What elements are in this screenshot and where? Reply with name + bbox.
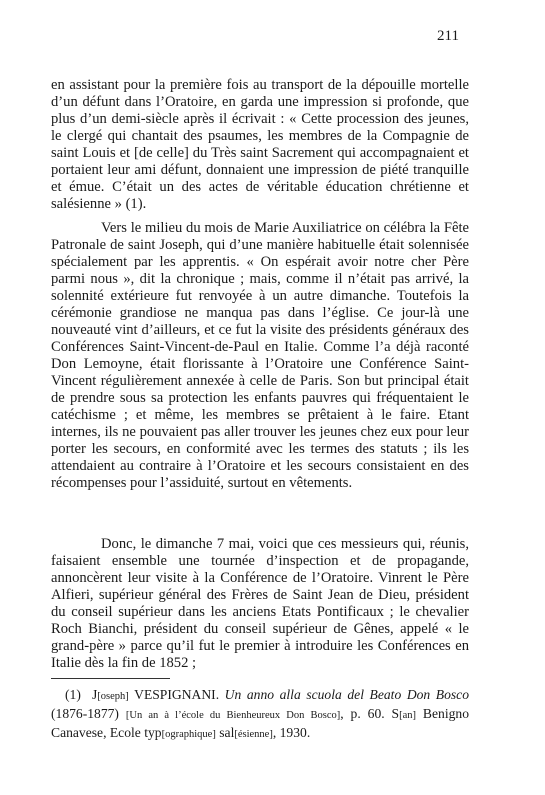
- footnote-pages: , p. 60. S: [340, 706, 400, 721]
- page-number: 211: [437, 28, 459, 44]
- footnote-marker: (1): [65, 687, 81, 702]
- footnote-year: , 1930.: [272, 725, 311, 740]
- footnote-translation: [Un an à l’école du Bienheureux Don Bosco]: [125, 710, 341, 721]
- paragraph-3: Donc, le dimanche 7 mai, voici que ces messieurs qui, réunis, faisaient ensemble une tournée d’inspection et de propagande, annoncèrent leur visite à la Conférence de l’Oratoire. Vinrent le Père Alfieri, supérieur général des Frères de Saint Jean de Dieu, président du conseil supérieur dans les anciens Etats Pontificaux ; le chevalier Roch Bianchi, président du conseil supérieur de Gênes, appelé « le grand-père » parce qu’il fut le premier à introduire les Conférences en Italie dès la fin de 1852 ;: [51, 536, 469, 671]
- footnote-separator: [51, 678, 170, 679]
- footnote-author-initial-expansion: [oseph]: [97, 691, 129, 702]
- footnote-s-expansion: [an]: [399, 710, 417, 721]
- footnote-title: Un anno alla scuola del Beato Don Bosco: [224, 687, 470, 702]
- footnote: [51, 686, 469, 743]
- footnote-author-surname: VESPIGNANI.: [134, 687, 220, 702]
- footnote-dates: (1876-1877): [51, 706, 119, 721]
- paragraph-1: en assistant pour la première fois au transport de la dépouille mortelle d’un défunt dans l’Oratoire, en garda une impression si profonde, que plus d’un demi-siècle après il écrivait : « Cette procession des jeunes, le clergé qui chantait des psaumes, les membres de la Compagnie de saint Louis et [de celle] du Très saint Sacrement qui accompagnaient et portaient leur ami défunt, donnaient une impression de piété tranquille et émue. C’était un des actes de véritable éducation chrétienne et salésienne » (1).: [51, 77, 469, 212]
- paragraph-2: Vers le milieu du mois de Marie Auxiliatrice on célébra la Fête Patronale de saint Joseph, qui d’une manière habituelle était solennisée spécialement par les apprentis. « On espérait avoir notre cher Père parmi nous », dit la chronique ; mais, comme il n’était pas arrivé, la solennité extérieure fut renvoyée à un autre dimanche. Toutefois la cérémonie grandiose ne manqua pas dans l’église. Ce jour-là une nouveauté vint d’ailleurs, et ce fut la visite des présidents généraux des Conférences Saint-Vincent-de-Paul en Italie. Comme l’a déjà raconté Don Lemoyne, était florissante à l’Oratoire une Conférence Saint-Vincent régulièrement annexée à celle de Paris. Son but principal était de prendre sous sa protection les enfants pauvres qui fréquentaient le catéchisme ; et même, les membres se prêtaient à le faire. Etant internes, ils ne pouvaient pas aller trouver les jeunes chez eux pour leur porter les secours, en conformité avec les termes des statuts ; ils les attendaient au contraire à l’Oratoire et les secours consistaient en des récompenses pour l’assiduité, surtout en vêtements.: [51, 220, 469, 491]
- footnote-typ-expansion: [ographique]: [161, 729, 216, 740]
- footnote-sal-expansion: [ésienne]: [234, 729, 273, 740]
- footnote-sal: sal: [215, 725, 235, 740]
- footnote-author-initial: J: [92, 687, 98, 702]
- footnote-place: Benigno Canavese, Ecole typ: [51, 706, 470, 740]
